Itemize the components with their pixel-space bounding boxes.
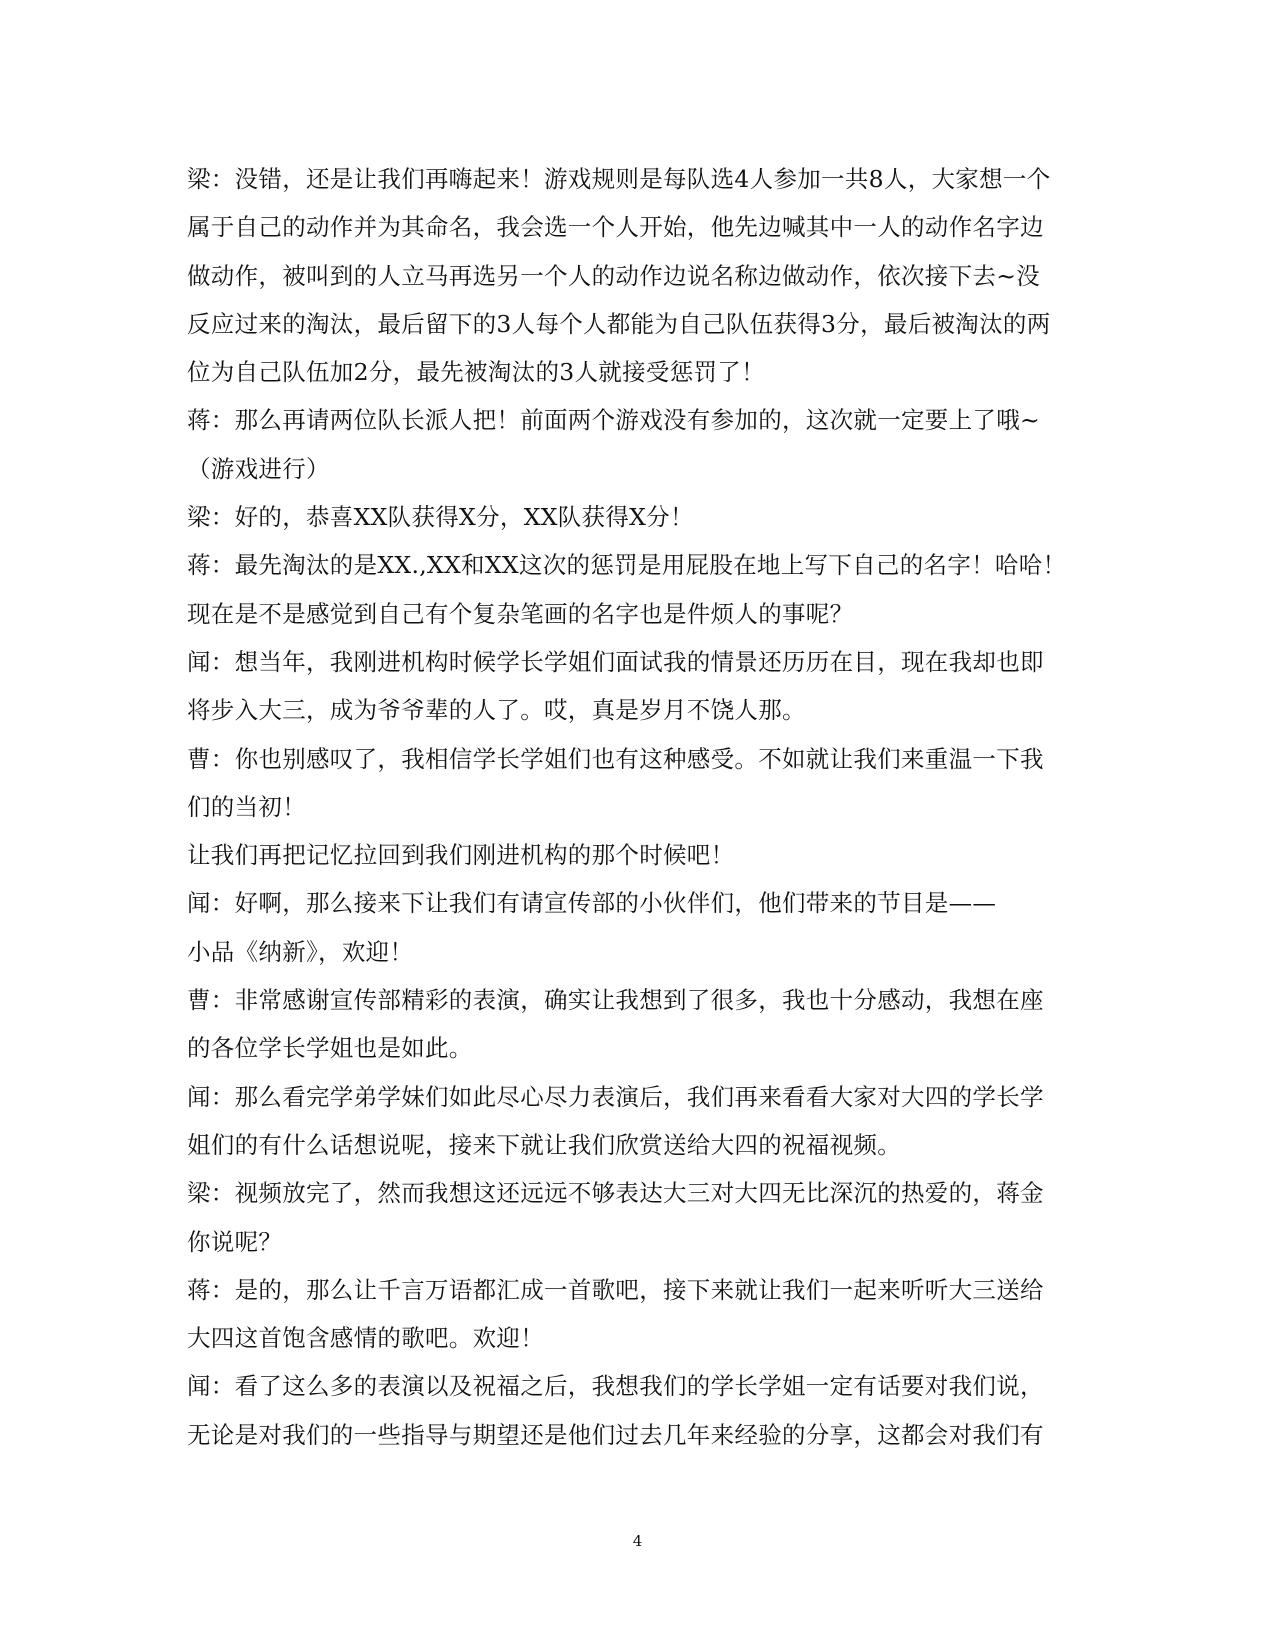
text-line: （游戏进行）	[187, 454, 330, 483]
page-number: 4	[632, 1532, 643, 1550]
text-line: 你说呢？	[187, 1227, 283, 1256]
text-line: 闻：看了这么多的表演以及祝福之后，我想我们的学长学姐一定有话要对我们说，	[187, 1372, 1044, 1401]
text-line: 现在是不是感觉到自己有个复杂笔画的名字也是件烦人的事呢？	[187, 599, 854, 628]
body-text	[187, 155, 1087, 1459]
text-line: 蒋：最先淘汰的是XX.,XX和XX这次的惩罚是用屁股在地上写下自己的名字！哈哈！	[187, 551, 1067, 580]
text-line: 做动作，被叫到的人立马再选另一个人的动作边说名称边做动作，依次接下去~没	[187, 261, 1040, 290]
text-line: 姐们的有什么话想说呢，接来下就让我们欣赏送给大四的祝福视频。	[187, 1130, 901, 1159]
text-line: 小品《纳新》，欢迎！	[187, 937, 414, 966]
text-line: 属于自己的动作并为其命名，我会选一个人开始，他先边喊其中一人的动作名字边	[187, 213, 1044, 242]
text-line: 无论是对我们的一些指导与期望还是他们过去几年来经验的分享，这都会对我们有	[187, 1420, 1044, 1449]
text-line: 蒋：那么再请两位队长派人把！前面两个游戏没有参加的，这次就一定要上了哦~	[187, 406, 1040, 435]
text-line: 闻：想当年，我刚进机构时候学长学姐们面试我的情景还历历在目，现在我却也即	[187, 647, 1044, 676]
text-line: 大四这首饱含感情的歌吧。欢迎！	[187, 1324, 544, 1353]
text-line: 的各位学长学姐也是如此。	[187, 1034, 473, 1063]
text-line: 闻：好啊，那么接来下让我们有请宣传部的小伙伴们，他们带来的节目是——	[187, 889, 997, 918]
text-line: 梁：没错，还是让我们再嗨起来！游戏规则是每队选4人参加一共8人，大家想一个	[187, 165, 1051, 193]
text-line: 反应过来的淘汰，最后留下的3人每个人都能为自己队伍获得3分，最后被淘汰的两	[187, 309, 1051, 338]
text-line: 让我们再把记忆拉回到我们刚进机构的那个时候吧！	[187, 841, 735, 870]
text-line: 曹：你也别感叹了，我相信学长学姐们也有这种感受。不如就让我们来重温一下我	[187, 744, 1044, 773]
text-line: 闻：那么看完学弟学妹们如此尽心尽力表演后，我们再来看看大家对大四的学长学	[187, 1082, 1044, 1111]
text-line: 梁：视频放完了，然而我想这还远远不够表达大三对大四无比深沉的热爱的，蒋金	[187, 1179, 1044, 1208]
text-line: 曹：非常感谢宣传部精彩的表演，确实让我想到了很多，我也十分感动，我想在座	[187, 986, 1044, 1015]
text-line: 梁：好的，恭喜XX队获得X分，XX队获得X分！	[187, 503, 694, 532]
text-line: 位为自己队伍加2分，最先被淘汰的3人就接受惩罚了！	[187, 358, 765, 387]
text-line: 蒋：是的，那么让千言万语都汇成一首歌吧，接下来就让我们一起来听听大三送给	[187, 1275, 1044, 1304]
text-line: 将步入大三，成为爷爷辈的人了。哎，真是岁月不饶人那。	[187, 696, 806, 725]
text-line: 们的当初！	[187, 792, 306, 821]
